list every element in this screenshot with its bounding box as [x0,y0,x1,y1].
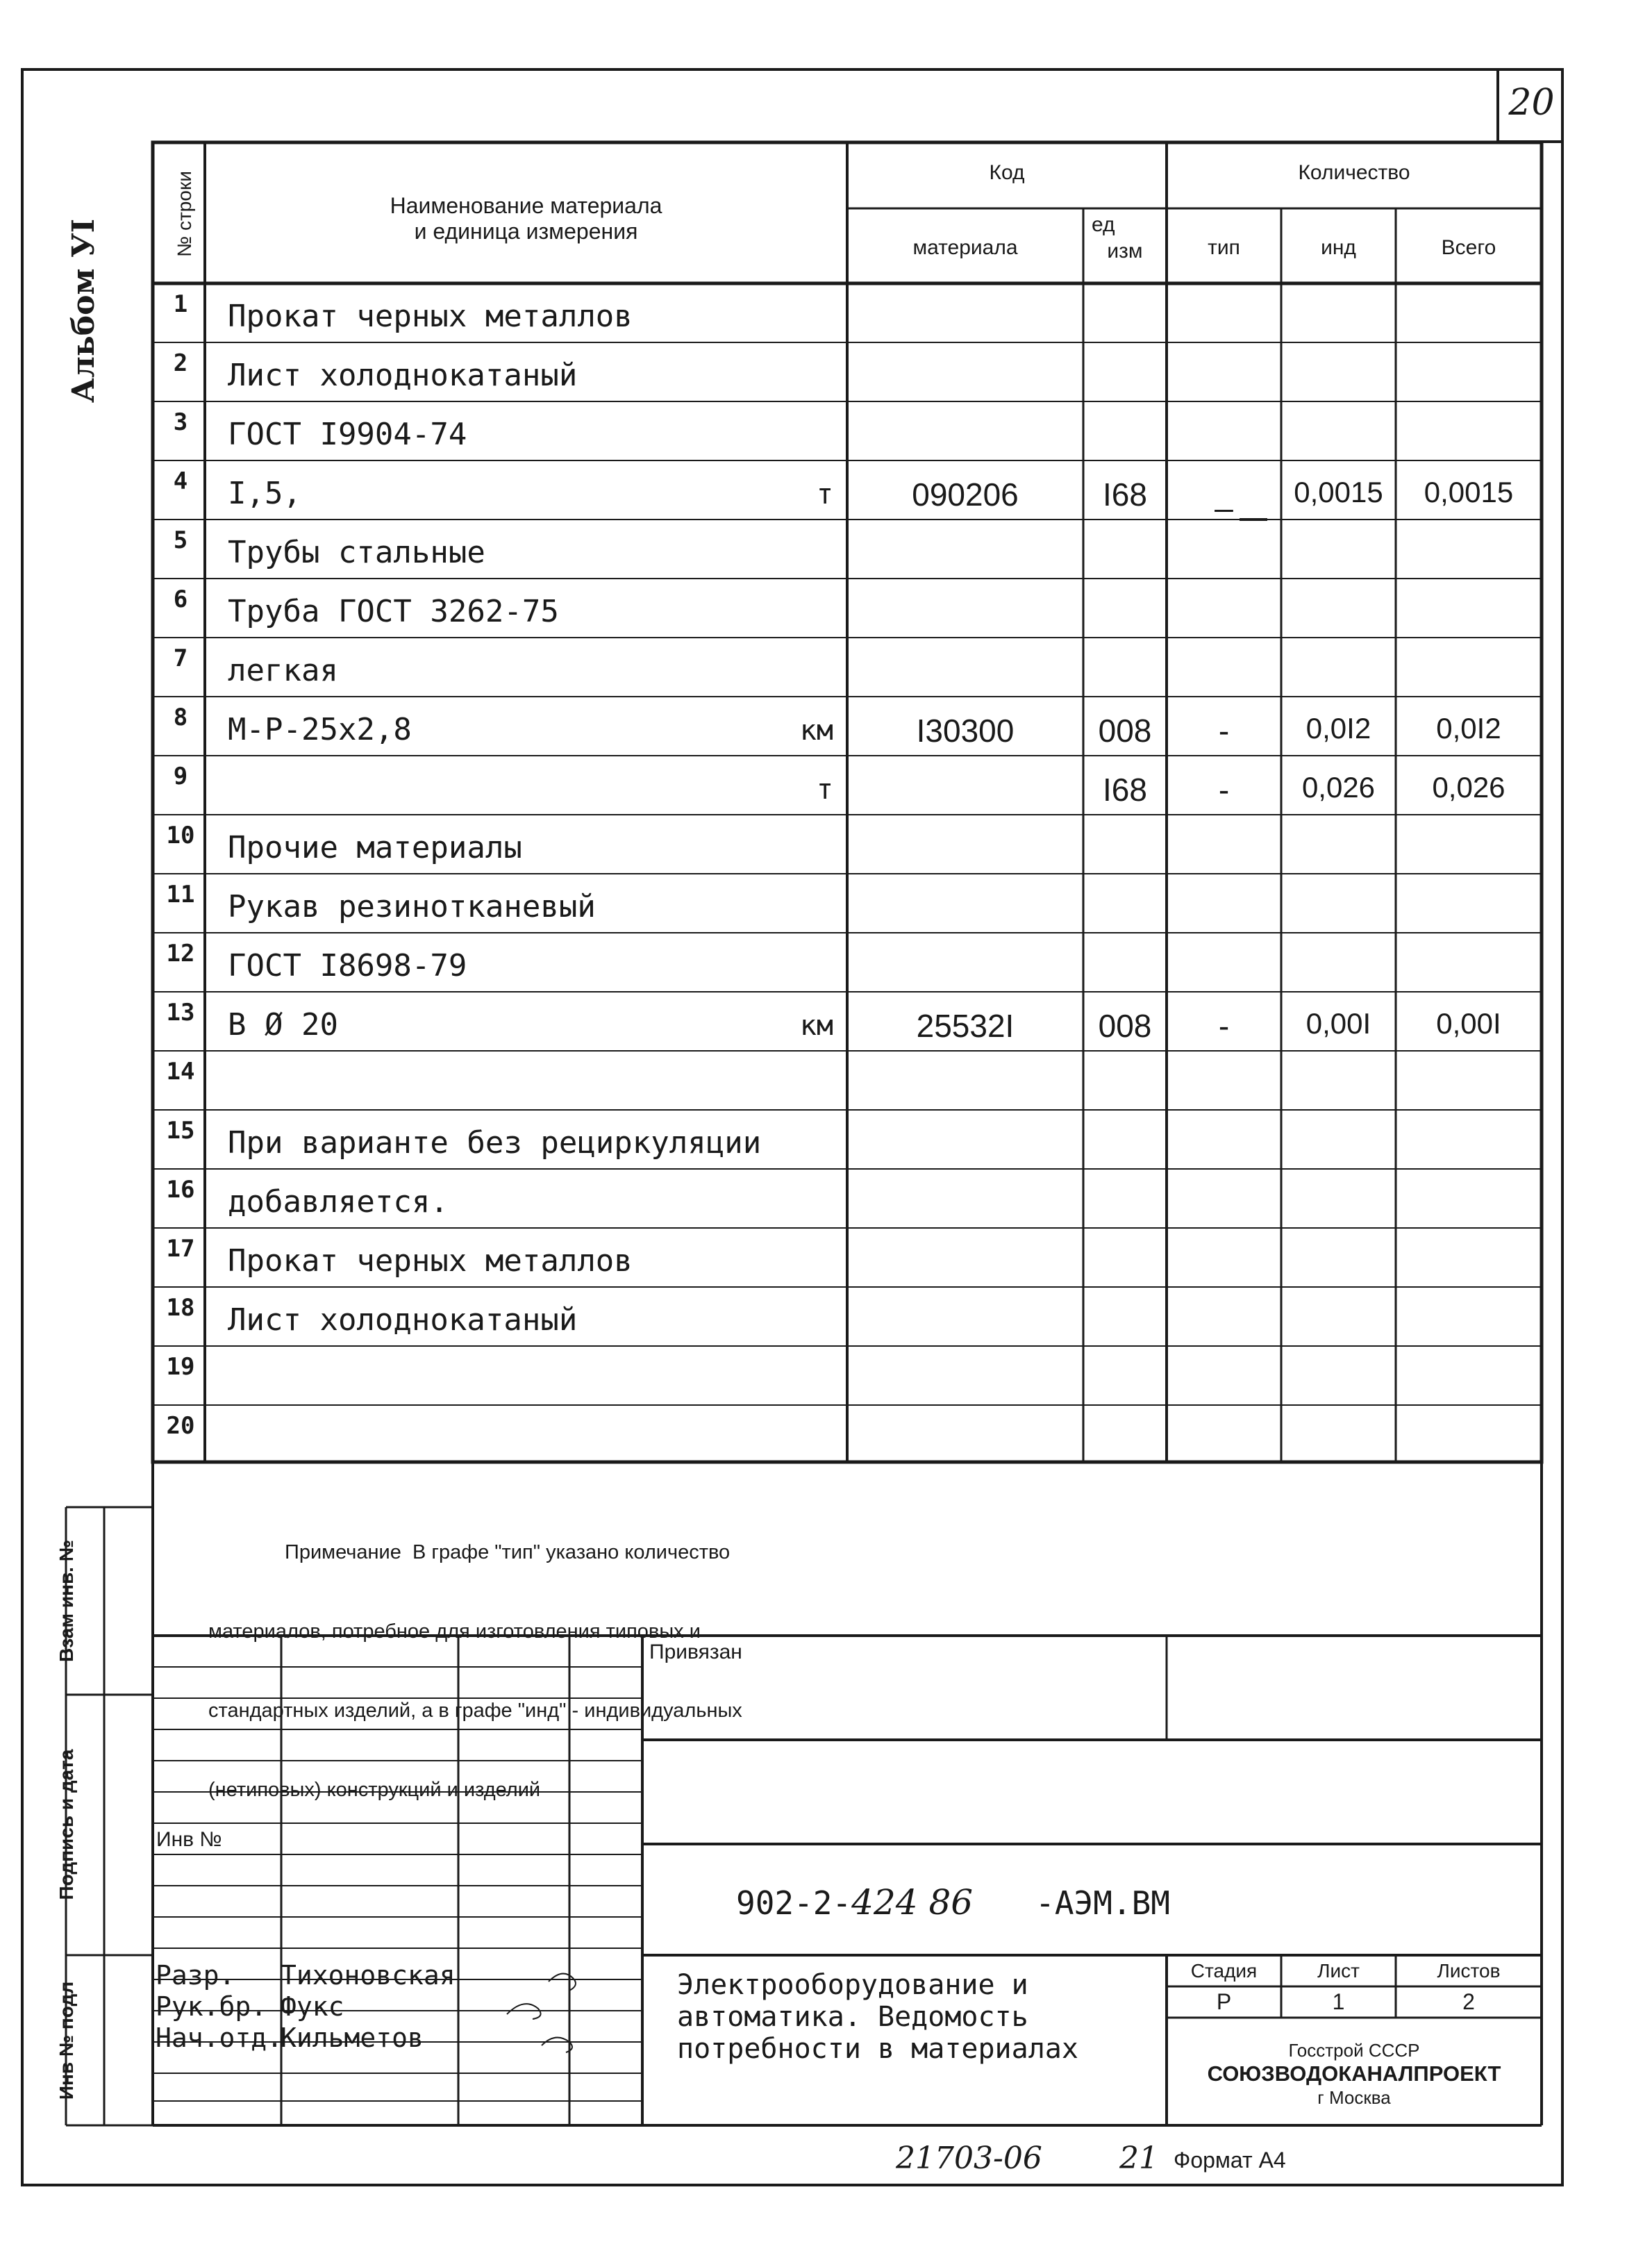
signature-role: Нач.отд. [156,2023,283,2053]
row-material-name: ГОСТ I8698-79 [228,948,467,983]
sheet-label: Лист [1317,1960,1360,1982]
row-number: 10 [166,822,195,849]
row-material-name: В Ø 20 [228,1007,338,1043]
row-individual-qty: 0,00I [1305,1007,1371,1040]
row-number: 14 [166,1058,195,1086]
sheets-value: 2 [1462,1989,1475,2014]
note-line4: (нетиповых) конструкций и изделий [208,1779,541,1801]
album-label: Альбом УI [66,218,101,403]
side-label-podpis: Подпись и дата [56,1749,77,1900]
row-total-qty: 0,0015 [1424,476,1514,508]
row-individual-qty: 0,0015 [1294,476,1383,508]
sheet-value: 1 [1332,1989,1345,2014]
stage-label: Стадия [1190,1960,1258,1982]
org-line3: г Москва [1317,2087,1391,2108]
row-material-name: Труба ГОСТ 3262-75 [228,594,559,629]
header-name-line2: и единица измерения [414,219,638,244]
signature-name: Фукс [281,1991,344,2022]
row-material-name: I,5, [228,476,301,511]
side-label-vzam: Взам инв. № [56,1540,77,1662]
document-title [677,1969,1078,2065]
note-line3: стандартных изделий, а в графе "инд" - индивидуальных [208,1700,742,1722]
signature-role: Разр. [156,1960,235,1991]
header-row-number: № строки [174,171,195,257]
row-number: 5 [173,526,188,554]
designation-number: 424 86 [851,1882,974,1923]
header-type: тип [1208,236,1240,259]
footer-page: 21 [1119,2141,1158,2176]
row-unit: км [799,1010,833,1042]
title-line3: потребности в материалах [677,2033,1078,2065]
note-line2: материалов, потребное для изготовления типовых и [208,1620,701,1643]
row-material-name: М-Р-25x2,8 [228,712,412,747]
sheets-label: Листов [1437,1960,1501,1982]
header-individual: инд [1321,236,1356,259]
row-total-qty: 0,00I [1436,1007,1501,1040]
designation-prefix: 902-2- [736,1884,852,1922]
row-number: 18 [166,1294,195,1322]
title-line1: Электрооборудование и [677,1969,1028,2001]
footer-format: Формат А4 [1174,2148,1286,2173]
row-number: 12 [166,940,195,968]
footer-doc-number: 21703-06 [896,2141,1042,2176]
row-unit-code: I68 [1103,772,1147,808]
signature-row [156,1960,456,1991]
row-individual-qty: 0,0I2 [1305,712,1371,745]
signature-role: Рук.бр. [156,1991,267,2022]
row-number: 6 [173,586,188,613]
header-quantity: Количество [1298,161,1410,184]
row-individual-qty: 0,026 [1301,771,1376,804]
row-material-code: 090206 [912,476,1019,513]
row-number: 17 [166,1235,195,1263]
row-material-name: Лист холоднокатаный [228,358,578,393]
row-unit: км [799,715,833,747]
row-number: 11 [166,881,195,908]
signature-row [156,1991,456,2023]
note-line1: Примечание В графе "тип" указано количество [285,1541,731,1563]
signature-name: Тихоновская [281,1960,456,1991]
side-label-inv: Инв № подл [56,1981,77,2100]
row-number: 13 [166,999,195,1027]
row-unit: т [816,774,833,806]
privyazan-label: Привязан [649,1641,742,1663]
org-line1: Госстрой СССР [1288,2040,1420,2061]
header-unit-line1: ед [1092,213,1115,236]
row-material-code: I30300 [916,713,1015,749]
row-number: 16 [166,1176,195,1204]
row-material-name: Прокат черных металлов [228,1243,633,1279]
row-type-qty: _ [1215,476,1233,513]
row-number: 7 [173,645,188,672]
row-unit-code: 008 [1098,713,1152,749]
stage-value: Р [1216,1989,1232,2014]
designation-suffix: -АЭМ.ВМ [1035,1884,1170,1922]
row-number: 2 [173,349,188,377]
row-material-name: ГОСТ I9904-74 [228,417,467,452]
row-material-name: легкая [228,653,338,688]
sheet-number: 20 [1496,68,1564,143]
organization [1167,2038,1542,2109]
header-name [205,193,847,244]
row-unit-code: I68 [1103,476,1147,513]
row-material-name: Трубы стальные [228,535,485,570]
row-material-name: Прокат черных металлов [228,299,633,334]
signatures [156,1960,456,2054]
row-type-qty: - [1218,713,1230,749]
designation [736,1882,1170,1923]
signature-name: Кильметов [281,2023,424,2053]
header-material: материала [912,236,1018,259]
row-type-qty: - [1218,772,1230,808]
row-number: 1 [173,290,188,318]
row-total-qty: 0,026 [1432,771,1505,804]
row-unit: т [816,479,833,510]
row-total-qty: 0,0I2 [1436,712,1501,745]
row-unit-code: 008 [1098,1008,1152,1044]
header-total: Всего [1441,236,1496,259]
header-name-line1: Наименование материала [390,193,662,218]
row-number: 9 [173,763,188,790]
row-material-name: добавляется. [228,1184,449,1220]
row-number: 4 [173,467,188,495]
row-number: 19 [166,1353,195,1381]
org-line2: СОЮЗВОДОКАНАЛПРОЕКТ [1207,2061,1501,2086]
row-number: 3 [173,408,188,436]
row-material-name: Рукав резинотканевый [228,889,596,924]
row-material-name: При варианте без рециркуляции [228,1125,762,1161]
title-line2: автоматика. Ведомость [677,2001,1028,2033]
header-unit-line2: изм [1107,240,1143,263]
row-number: 8 [173,704,188,731]
row-number: 15 [166,1117,195,1145]
row-material-code: 25532I [916,1008,1015,1044]
row-type-qty: - [1218,1008,1230,1044]
row-number: 20 [166,1412,195,1440]
signature-row [156,2023,456,2054]
header-unit [1083,212,1167,265]
inv-number-label: Инв № [156,1828,222,1851]
header-code: Код [989,161,1025,184]
row-material-name: Прочие материалы [228,830,522,865]
row-material-name: Лист холоднокатаный [228,1302,578,1338]
